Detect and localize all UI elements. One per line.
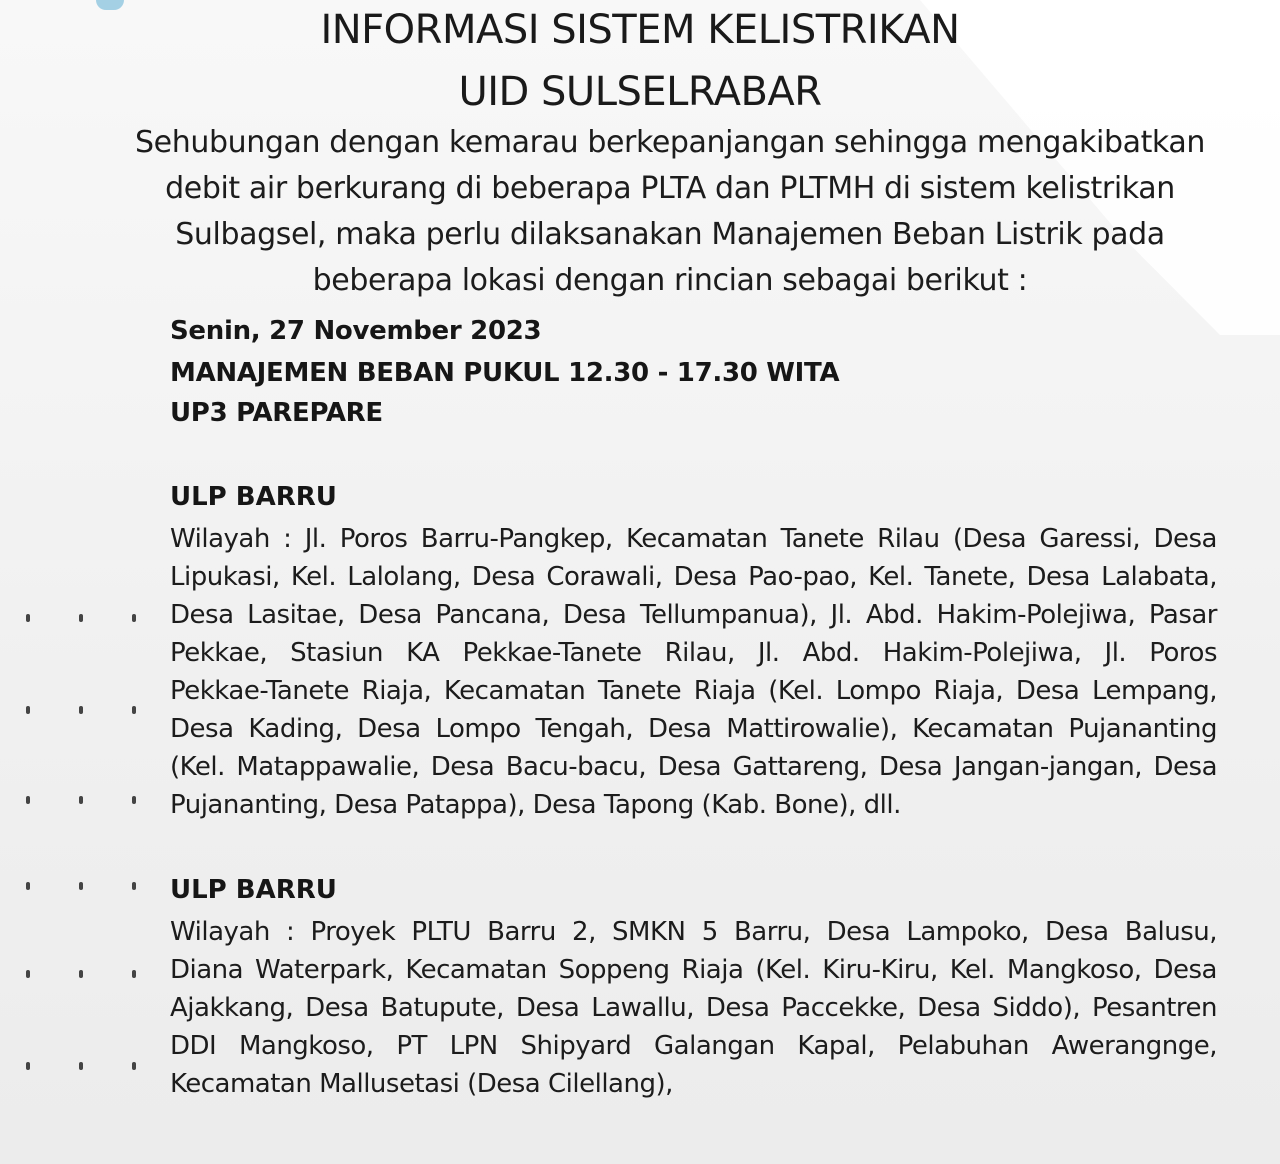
- document-title-line-2: UID SULSELRABAR: [458, 69, 822, 115]
- dot-row: [18, 794, 148, 808]
- section-title: ULP BARRU: [170, 875, 337, 905]
- area-line: Pekkae-Tanete Riaja, Kecamatan Tanete Riaja (Kel. Lompo Riaja, Desa Lempang,: [170, 676, 1217, 706]
- intro-line: Sulbagsel, maka perlu dilaksanakan Manajemen Beban Listrik pada: [175, 217, 1165, 252]
- area-line: Diana Waterpark, Kecamatan Soppeng Riaja (Kel. Kiru-Kiru, Kel. Mangkoso, Desa: [170, 955, 1217, 985]
- dot-row: [18, 704, 148, 718]
- area-line: Kecamatan Mallusetasi (Desa Cilellang),: [170, 1069, 673, 1099]
- intro-line: Sehubungan dengan kemarau berkepanjangan sehingga mengakibatkan: [135, 125, 1205, 160]
- area-line: Wilayah : Proyek PLTU Barru 2, SMKN 5 Barru, Desa Lampoko, Desa Balusu,: [170, 917, 1217, 947]
- unit-name: UP3 PAREPARE: [170, 398, 383, 428]
- dot-row: [18, 1060, 148, 1074]
- area-line: DDI Mangkoso, PT LPN Shipyard Galangan Kapal, Pelabuhan Awerangnge,: [170, 1031, 1217, 1061]
- area-line: Desa Kading, Desa Lompo Tengah, Desa Mattirowalie), Kecamatan Pujananting: [170, 714, 1217, 744]
- dot-row: [18, 612, 148, 626]
- document-title-line-1: INFORMASI SISTEM KELISTRIKAN: [320, 7, 960, 53]
- area-line: Lipukasi, Kel. Lalolang, Desa Corawali, Desa Pao-pao, Kel. Tanete, Desa Lalabata,: [170, 562, 1217, 592]
- intro-line: beberapa lokasi dengan rincian sebagai berikut :: [312, 263, 1028, 298]
- section-title: ULP BARRU: [170, 482, 337, 512]
- area-line: Pekkae, Stasiun KA Pekkae-Tanete Rilau, Jl. Abd. Hakim-Polejiwa, Jl. Poros: [170, 638, 1217, 668]
- area-line: Wilayah : Jl. Poros Barru-Pangkep, Kecamatan Tanete Rilau (Desa Garessi, Desa: [170, 524, 1217, 554]
- dot-row: [18, 968, 148, 982]
- load-management-schedule: MANAJEMEN BEBAN PUKUL 12.30 - 17.30 WITA: [170, 358, 840, 388]
- area-line: Desa Lasitae, Desa Pancana, Desa Tellumpanua), Jl. Abd. Hakim-Polejiwa, Pasar: [170, 600, 1217, 630]
- dot-row: [18, 880, 148, 894]
- area-line: Pujananting, Desa Patappa), Desa Tapong (Kab. Bone), dll.: [170, 790, 901, 820]
- area-line: (Kel. Matappawalie, Desa Bacu-bacu, Desa Gattareng, Desa Jangan-jangan, Desa: [170, 752, 1217, 782]
- intro-line: debit air berkurang di beberapa PLTA dan PLTMH di sistem kelistrikan: [165, 171, 1175, 206]
- area-line: Ajakkang, Desa Batupute, Desa Lawallu, Desa Paccekke, Desa Siddo), Pesantren: [170, 993, 1217, 1023]
- announcement-date: Senin, 27 November 2023: [170, 316, 542, 346]
